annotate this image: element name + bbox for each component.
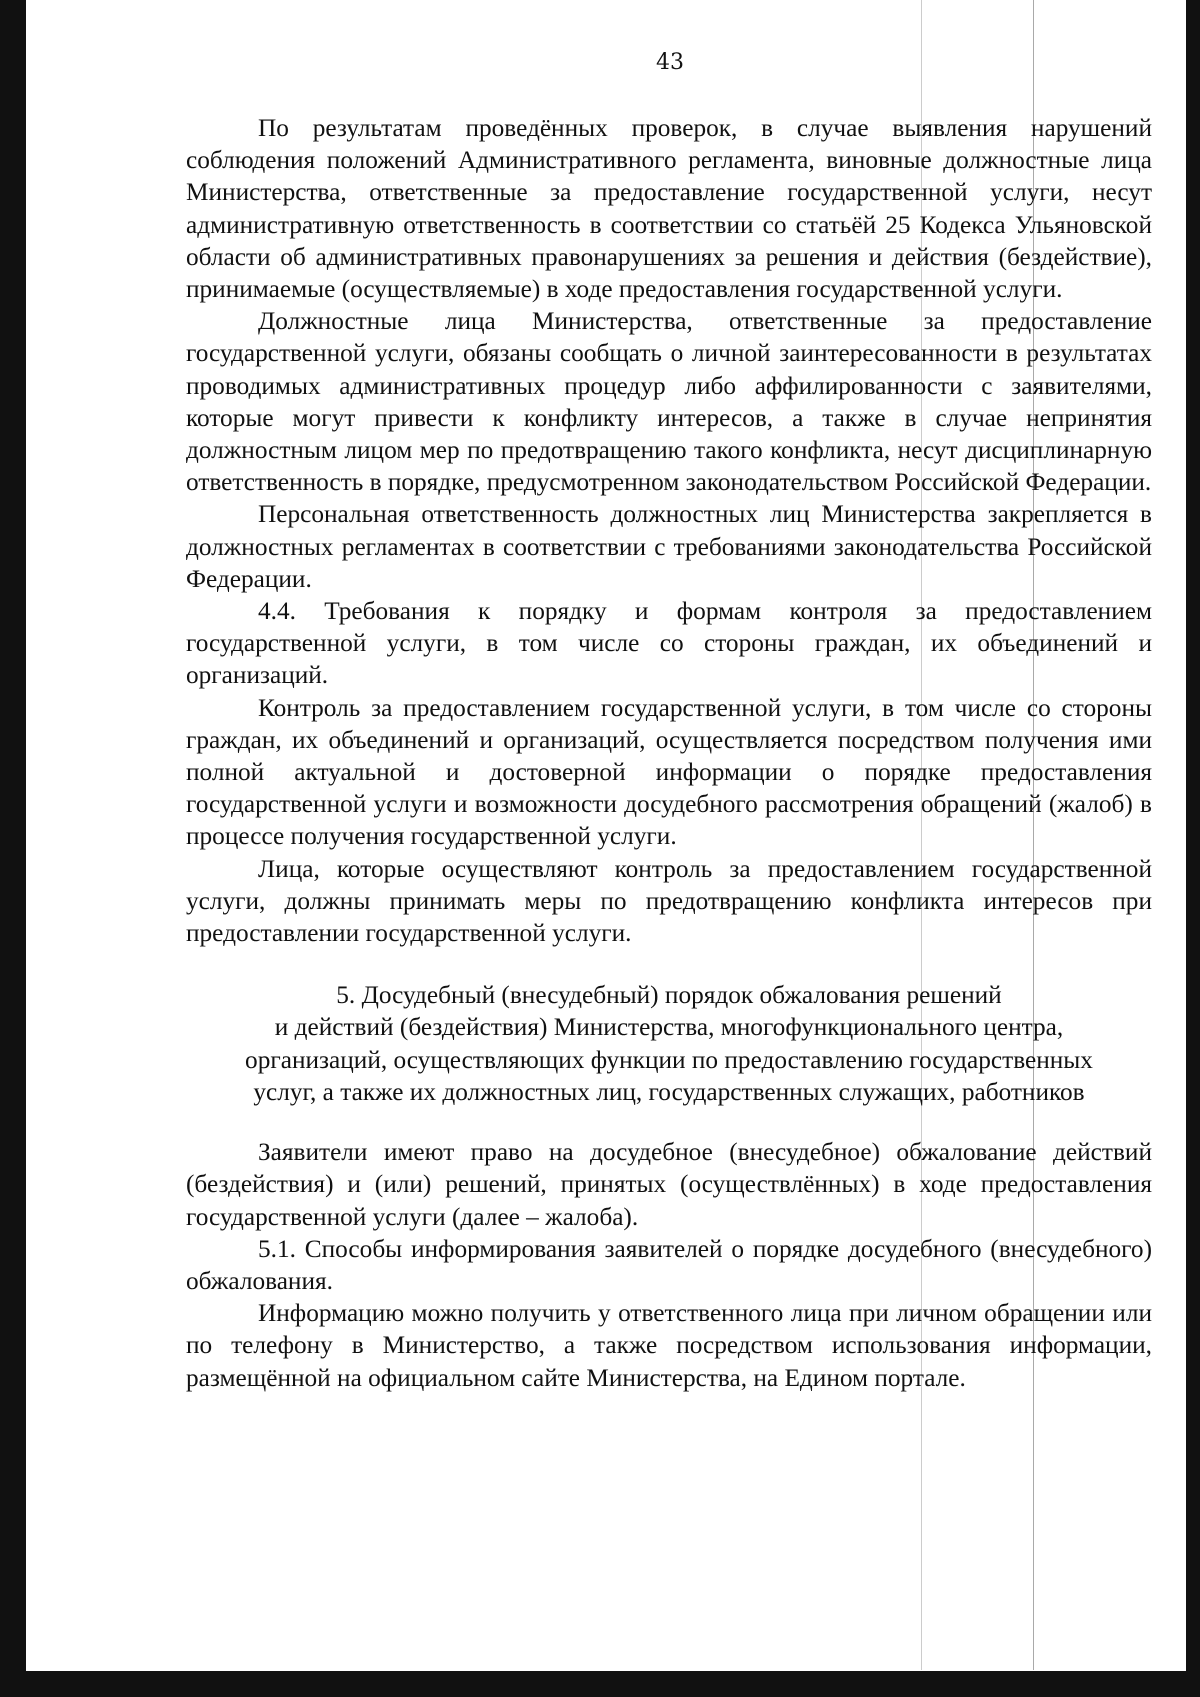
scan-edge-left [0, 0, 26, 1697]
paragraph: Должностные лица Министерства, ответственные за предоставление государственной услуги, обязаны сообщать о личной заинтересованности в результатах проводимых административных процедур либо аффилированности с заявителями, которые могут привести к конфликту интересов, а также в случае непринятия должностным лицом мер по предотвращению такого конфликта, несут дисциплинарную ответственность в порядке, предусмотренном законодательством Российской Федерации. [186, 307, 1152, 497]
section-heading-line: и действий (бездействия) Министерства, многофункционального центра, [274, 1013, 1064, 1042]
paragraph: По результатам проведённых проверок, в случае выявления нарушений соблюдения положений Административного регламента, виновные должностные лица Министерства, ответственные за предоставление государственной услуги, несут административную ответственность в соответствии со статьёй 25 Кодекса Ульяновской области об административных правонарушениях за решения и действия (бездействие), принимаемые (осуществляемые) в ходе предоставления государственной услуги. [186, 114, 1152, 304]
page-number: 43 [656, 50, 684, 75]
paragraph: 4.4. Требования к порядку и формам контроля за предоставлением государственной услуги, в том числе со стороны граждан, их объединений и организаций. [186, 597, 1152, 690]
section-heading-line: 5. Досудебный (внесудебный) порядок обжалования решений [336, 981, 1002, 1010]
section-heading-line: услуг, а также их должностных лиц, государственных служащих, работников [253, 1077, 1085, 1106]
paragraph: 5.1. Способы информирования заявителей о порядке досудебного (внесудебного) обжалования. [186, 1234, 1152, 1295]
paragraph: Персональная ответственность должностных лиц Министерства закрепляется в должностных регламентах в соответствии с требованиями законодательства Российской Федерации. [186, 500, 1152, 593]
section-heading-line: организаций, осуществляющих функции по предоставлению государственных [245, 1045, 1093, 1074]
paragraph: Контроль за предоставлением государственной услуги, в том числе со стороны граждан, их объединений и организаций, осуществляется посредством получения ими полной актуальной и достоверной информации о порядке предоставления государственной услуги и возможности досудебного рассмотрения обращений (жалоб) в процессе получения государственной услуги. [186, 693, 1152, 851]
paragraph: Информацию можно получить у ответственного лица при личном обращении или по телефону в Министерство, а также посредством использования информации, размещённой на официальном сайте Министерства, на Едином портале. [186, 1299, 1152, 1392]
section-heading [186, 979, 1152, 1108]
scan-edge-bottom [0, 1671, 1200, 1697]
paragraph: Лица, которые осуществляют контроль за предоставлением государственной услуги, должны принимать меры по предотвращению конфликта интересов при предоставлении государственной услуги. [186, 854, 1152, 948]
document-body [186, 112, 1152, 1394]
scan-edge-right [1186, 0, 1200, 1697]
paragraph: Заявители имеют право на досудебное (внесудебное) обжалование действий (бездействия) и (или) решений, принятых (осуществлённых) в ходе предоставления государственной услуги (далее – жалоба). [186, 1138, 1152, 1231]
